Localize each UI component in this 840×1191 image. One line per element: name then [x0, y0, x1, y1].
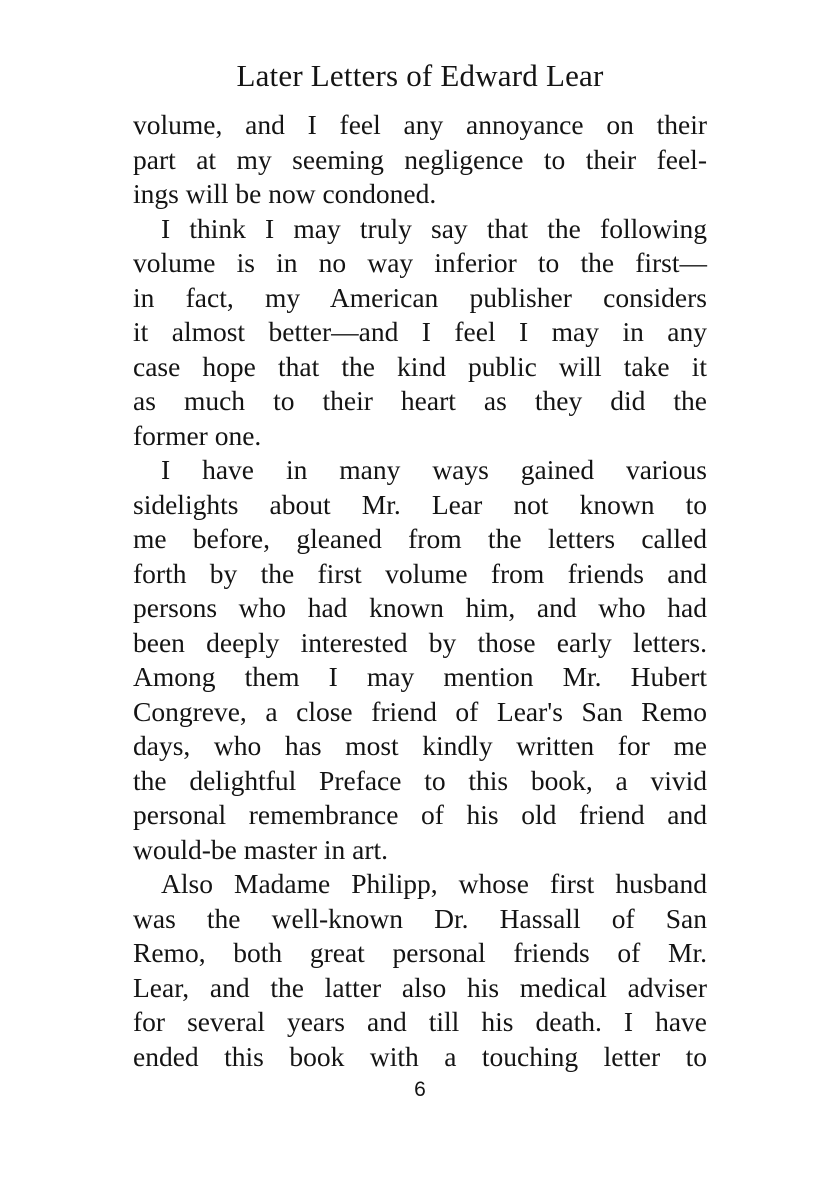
paragraph-first-line: I think I may truly say that the following	[161, 212, 707, 244]
text-line: in fact, my American publisher considers	[133, 281, 707, 313]
text-line: was the well-known Dr. Hassall of San	[133, 902, 707, 934]
text-line: for several years and till his death. I have	[133, 1006, 707, 1037]
body-text	[133, 108, 707, 1074]
text-line: ended this book with a touching letter to	[133, 1040, 707, 1072]
page-number: 6	[414, 1078, 426, 1101]
text-line: as much to their heart as they did the	[133, 385, 707, 416]
text-line: Remo, both great personal friends of Mr.	[133, 937, 707, 968]
paragraph-first-line: I have in many ways gained various	[161, 454, 707, 485]
text-line: ings will be now condoned.	[133, 178, 437, 209]
text-line: part at my seeming negligence to their feel-	[133, 143, 707, 175]
text-line: personal remembrance of his old friend and	[133, 799, 707, 830]
text-line: it almost better—and I feel I may in any	[133, 316, 707, 347]
text-line: persons who had known him, and who had	[133, 592, 707, 623]
text-line: volume is in no way inferior to the first—	[133, 247, 707, 278]
text-line: would-be master in art.	[133, 833, 389, 865]
text-line: me before, gleaned from the letters called	[133, 523, 707, 554]
text-line: case hope that the kind public will take it	[133, 350, 707, 382]
paragraph-first-line: Also Madame Philipp, whose first husband	[161, 868, 707, 899]
text-line: the delightful Preface to this book, a vivid	[133, 764, 707, 796]
text-line: forth by the first volume from friends and	[133, 557, 707, 589]
text-line: Lear, and the latter also his medical adviser	[133, 971, 707, 1003]
text-line: former one.	[133, 419, 262, 451]
text-line: days, who has most kindly written for me	[133, 730, 707, 761]
text-line: been deeply interested by those early letters.	[133, 626, 707, 658]
text-line: Among them I may mention Mr. Hubert	[133, 661, 707, 692]
running-head: Later Letters of Edward Lear	[236, 58, 604, 93]
text-line: Congreve, a close friend of Lear's San Remo	[133, 695, 707, 727]
text-line: sidelights about Mr. Lear not known to	[133, 488, 707, 520]
text-line: volume, and I feel any annoyance on their	[133, 109, 707, 140]
